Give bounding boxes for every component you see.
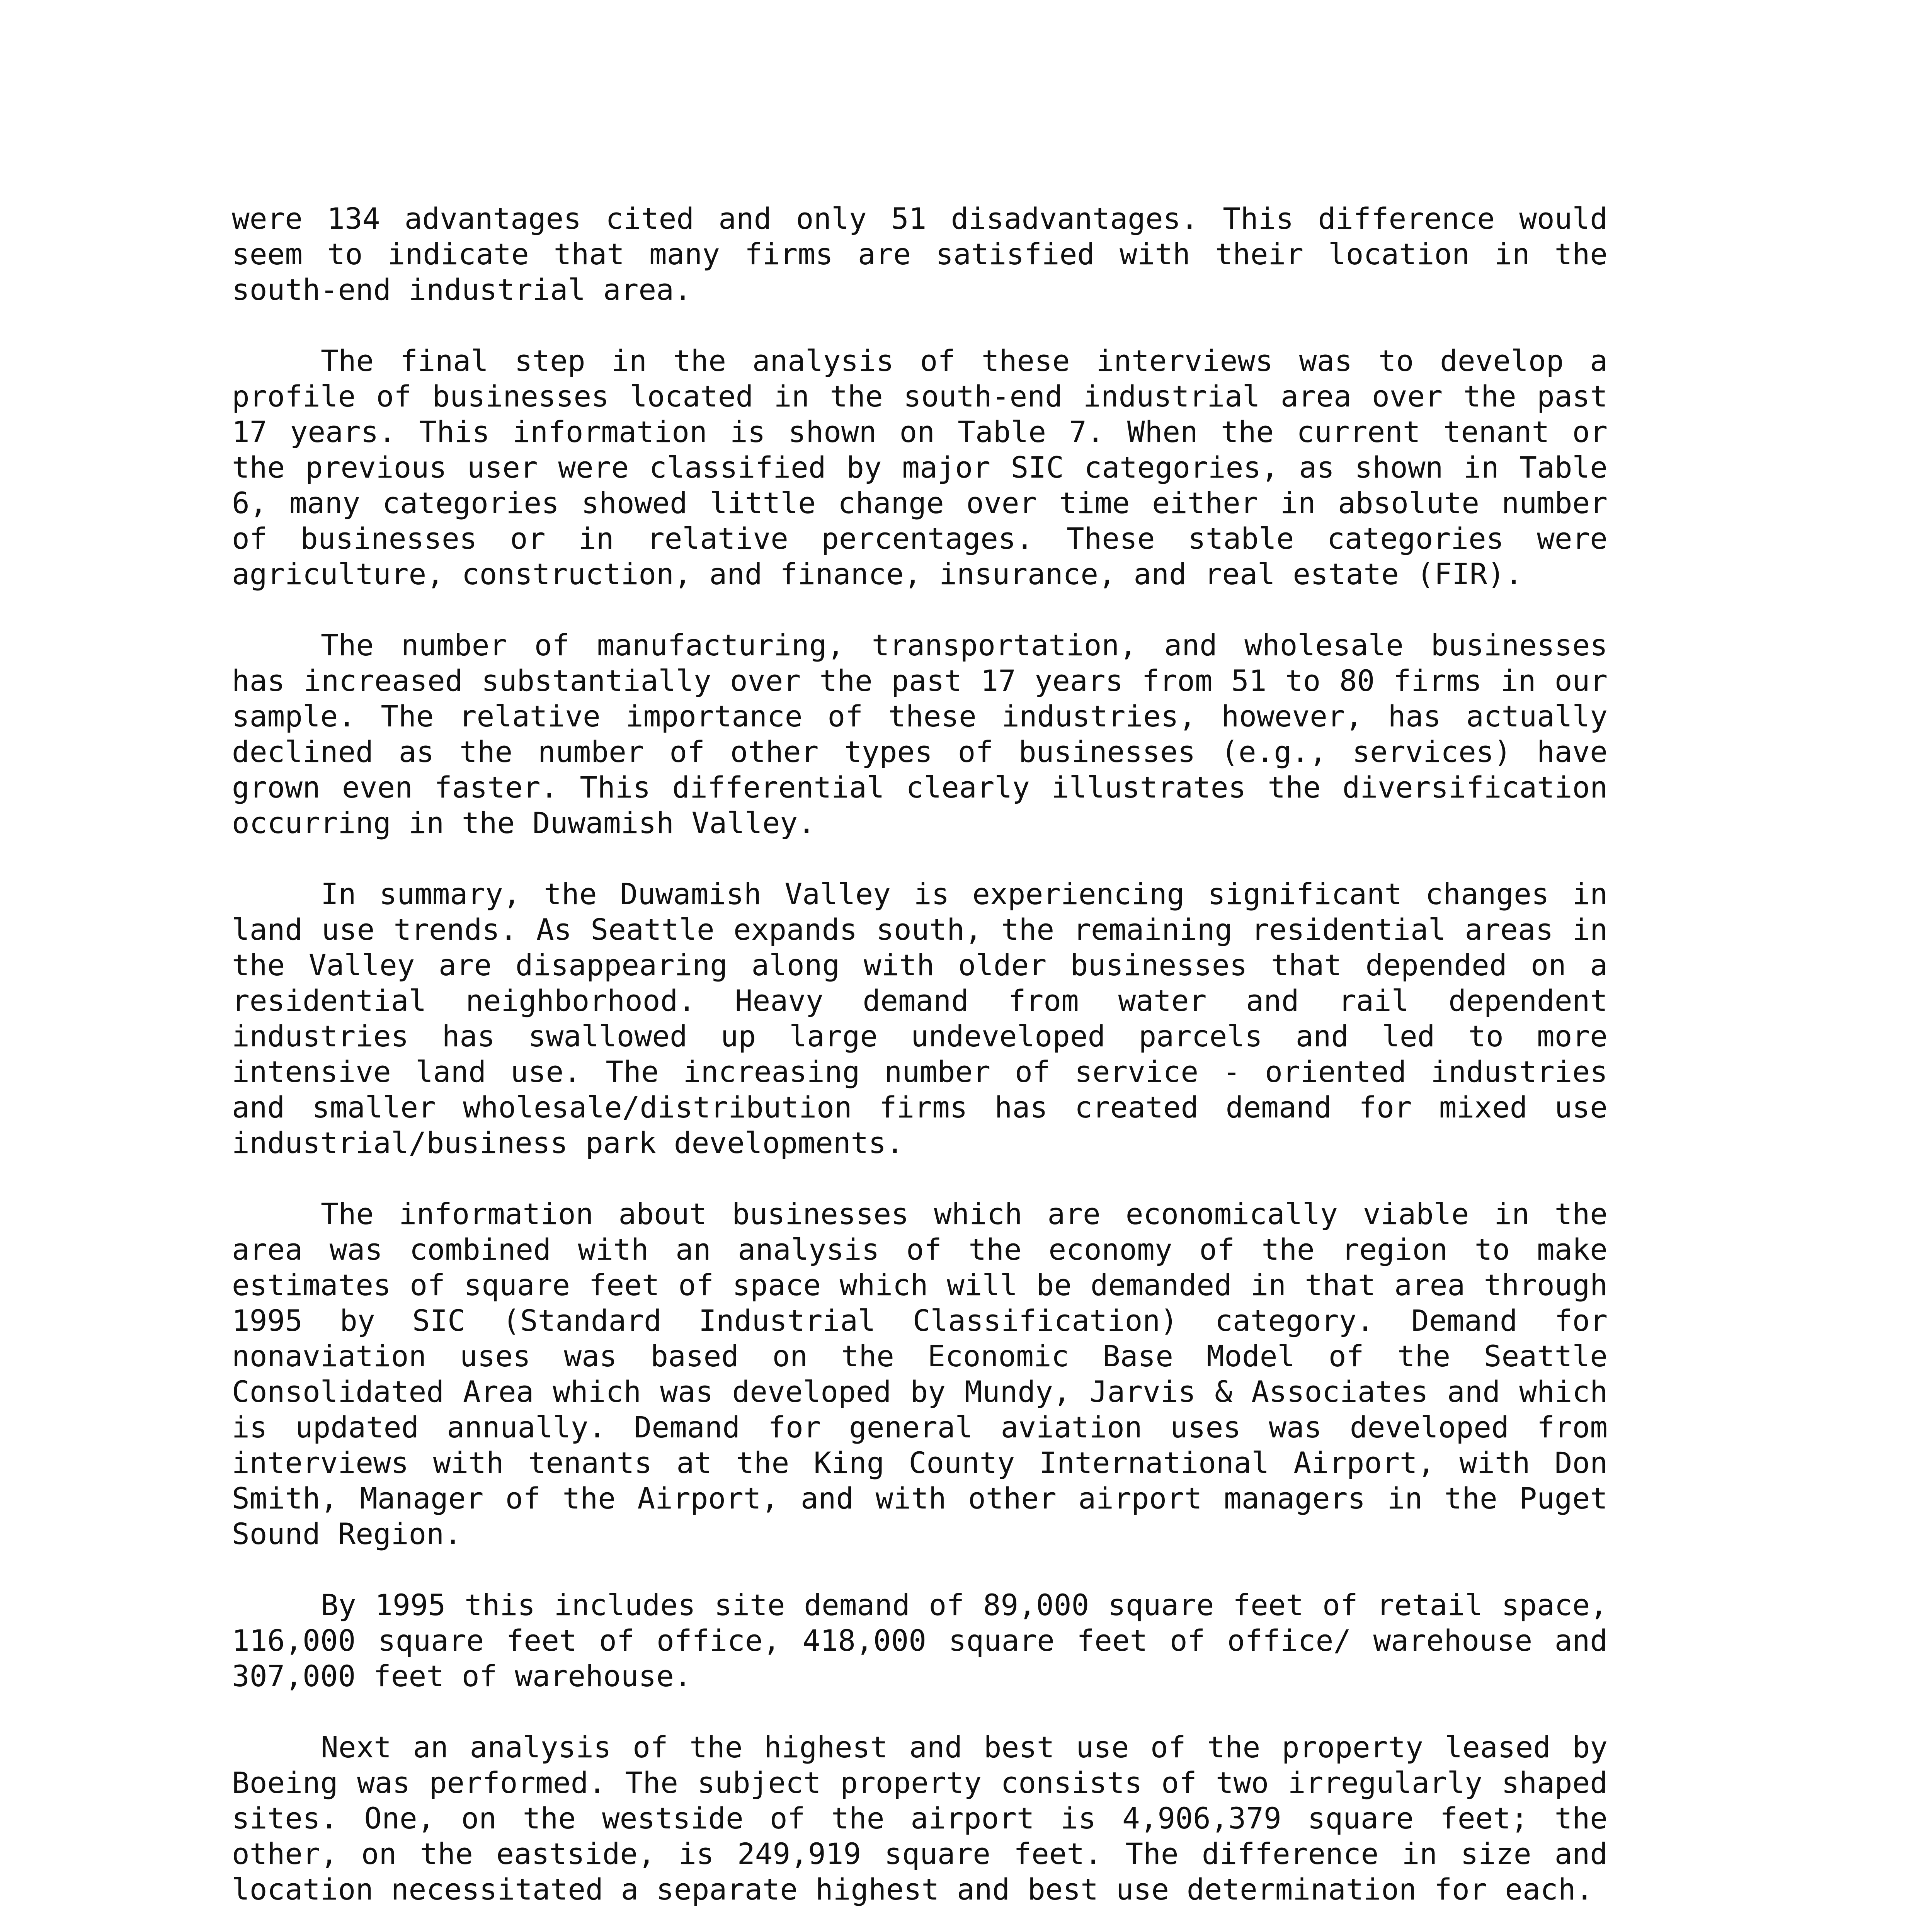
paragraph-highest-best-use: Next an analysis of the highest and best use of the property leased by Boeing was performed. The subject property consists of two irregularly shaped sites. One, on the westside of the airport is 4,906,379 square feet; the other, on the eastside, is 249,919 square feet. The difference in size and location necessitated a separate highest and best use determination for each. bbox=[232, 1730, 1608, 1906]
paragraph-site-demand: By 1995 this includes site demand of 89,000 square feet of retail space, 116,000 square feet of office, 418,000 square feet of office/ warehouse and 307,000 feet of warehouse. bbox=[232, 1588, 1608, 1693]
paragraph-continuation: were 134 advantages cited and only 51 disadvantages. This difference would seem to indicate that many firms are satisfied with their location in the south-end industrial area. bbox=[232, 201, 1608, 307]
paragraph-business-growth: The number of manufacturing, transportation, and wholesale businesses has increased substantially over the past 17 years from 51 to 80 firms in our sample. The relative importance of these industries, however, has actually declined as the number of other types of businesses (e.g., services) have grown even faster. This differential clearly illustrates the diversification occurring in the Duwamish Valley. bbox=[232, 628, 1608, 840]
body-text bbox=[232, 201, 1608, 1932]
paragraph-summary: In summary, the Duwamish Valley is experiencing significant changes in land use trends. As Seattle expands south, the remaining residential areas in the Valley are disappearing along with older businesses that depended on a residential neighborhood. Heavy demand from water and rail dependent industries has swallowed up large undeveloped parcels and led to more intensive land use. The increasing number of service - oriented industries and smaller wholesale/distribution firms has created demand for mixed use industrial/business park developments. bbox=[232, 877, 1608, 1160]
paragraph-profile-analysis: The final step in the analysis of these interviews was to develop a profile of businesses located in the south-end industrial area over the past 17 years. This information is shown on Table 7. When the current tenant or the previous user were classified by major SIC categories, as shown in Table 6, many categories showed little change over time either in absolute number of businesses or in relative percentages. These stable categories were agriculture, construction, and finance, insurance, and real estate (FIR). bbox=[232, 344, 1608, 591]
paragraph-demand-estimates: The information about businesses which are economically viable in the area was combined with an analysis of the economy of the region to make estimates of square feet of space which will be demanded in that area through 1995 by SIC (Standard Industrial Classification) category. Demand for nonaviation uses was based on the Economic Base Model of the Seattle Consolidated Area which was developed by Mundy, Jarvis & Associates and which is updated annually. Demand for general aviation uses was developed from interviews with tenants at the King County International Airport, with Don Smith, Manager of the Airport, and with other airport managers in the Puget Sound Region. bbox=[232, 1197, 1608, 1551]
